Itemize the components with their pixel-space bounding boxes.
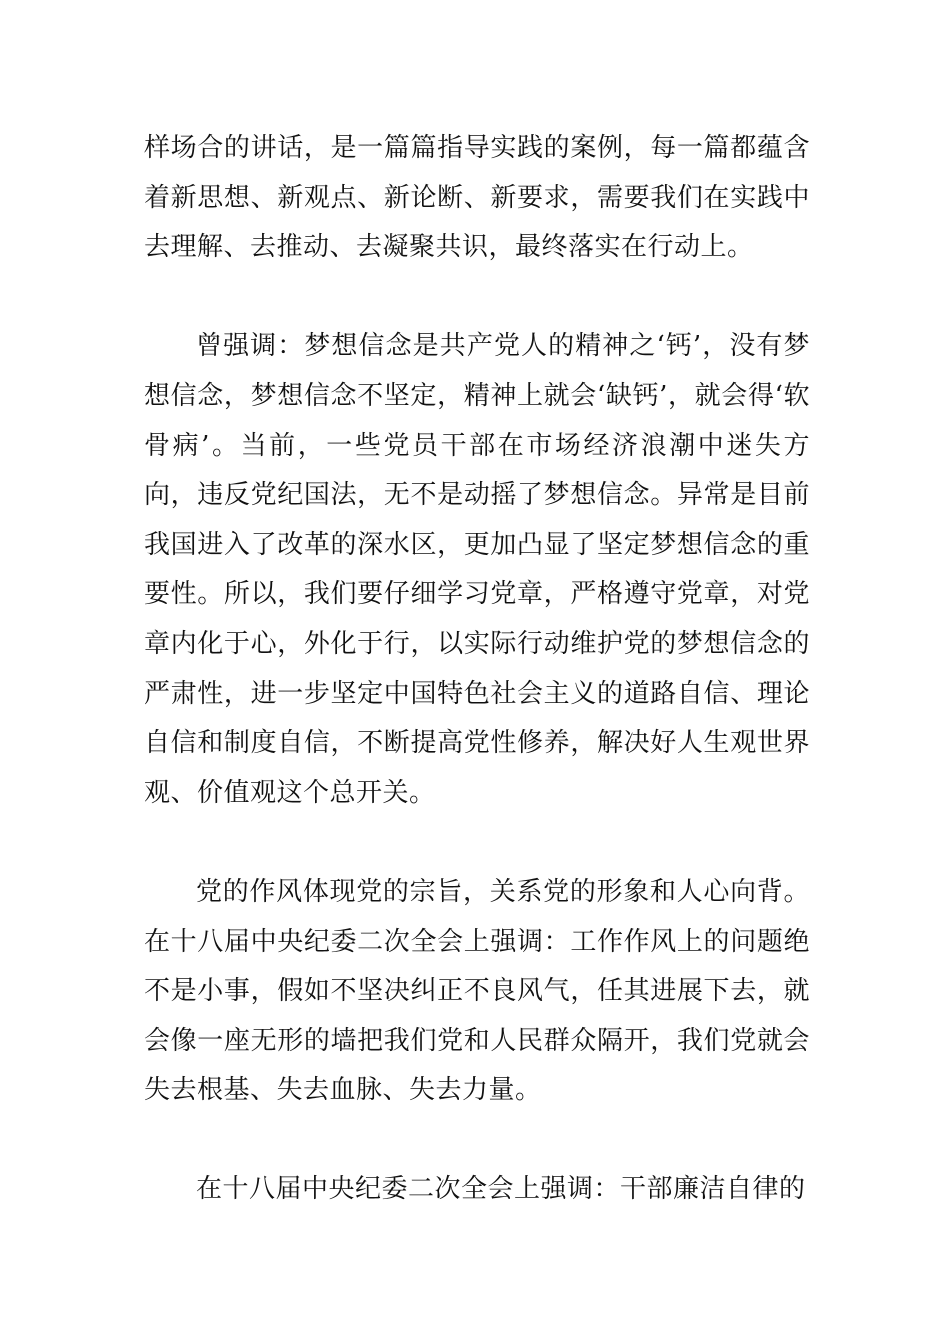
paragraph-3: 党的作风体现党的宗旨，关系党的形象和人心向背。在十八届中央纪委二次全会上强调：工作作风上的问题绝不是小事，假如不坚决纠正不良风气，任其进展下去，就会像一座无形的墙把我们党和人民群众隔开，我们党就会失去根基、失去血脉、失去力量。 (144, 876, 810, 1106)
paragraph-gap (144, 818, 810, 868)
paragraph-gap (144, 273, 810, 323)
document-body (144, 124, 810, 1215)
paragraph-gap (144, 1116, 810, 1166)
paragraph-4: 在十八届中央纪委二次全会上强调：干部廉洁自律的 (196, 1174, 806, 1205)
paragraph-1: 样场合的讲话，是一篇篇指导实践的案例，每一篇都蕴含着新思想、新观点、新论断、新要求，需要我们在实践中去理解、去推动、去凝聚共识，最终落实在行动上。 (144, 133, 810, 263)
paragraph-2: 曾强调：梦想信念是共产党人的精神之‘钙’，没有梦想信念，梦想信念不坚定，精神上就会‘缺钙’，就会得‘软骨病’。当前，一些党员干部在市场经济浪潮中迷失方向，违反党纪国法，无不是动摇了梦想信念。异常是目前我国进入了改革的深水区，更加凸显了坚定梦想信念的重要性。所以，我们要仔细学习党章，严格遵守党章，对党章内化于心，外化于行，以实际行动维护党的梦想信念的严肃性，进一步坚定中国特色社会主义的道路自信、理论自信和制度自信，不断提高党性修养，解决好人生观世界观、价值观这个总开关。 (144, 331, 810, 808)
